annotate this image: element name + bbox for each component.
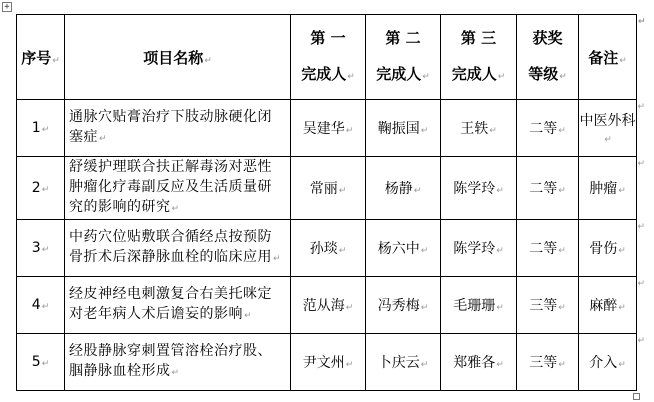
cell-second: 杨静↵	[366, 157, 441, 220]
table-row	[17, 277, 637, 334]
cell-seq: 5↵	[17, 334, 65, 391]
cell-note: 骨伤↵ ↵	[579, 220, 637, 277]
cell-project: 中药穴位贴敷联合循经点按预防骨折术后深静脉血栓的临床应用↵	[65, 220, 291, 277]
cell-award: 二等↵	[517, 100, 579, 157]
cell-second: 鞠振国↵	[366, 100, 441, 157]
cell-award: 二等↵	[517, 220, 579, 277]
cell-second: 杨六中↵	[366, 220, 441, 277]
cell-note: 肿瘤↵ ↵	[579, 157, 637, 220]
header-second-completer: 第 二 完成人↵	[366, 15, 441, 100]
cell-first: 常丽↵	[291, 157, 366, 220]
header-first-completer: 第 一 完成人↵	[291, 15, 366, 100]
cell-first: 孙琰↵	[291, 220, 366, 277]
cell-third: 毛珊珊↵	[441, 277, 517, 334]
cell-project: 通脉穴贴膏治疗下肢动脉硬化闭塞症↵	[65, 100, 291, 157]
cell-first: 范从海↵	[291, 277, 366, 334]
table-resize-handle[interactable]	[633, 393, 640, 400]
cell-award: 三等↵	[517, 334, 579, 391]
header-row	[17, 15, 637, 100]
header-third-completer: 第 三 完成人↵	[441, 15, 517, 100]
cell-note: 中医外科↵ ↵	[579, 100, 637, 157]
cell-seq: 1↵	[17, 100, 65, 157]
cell-award: 三等↵	[517, 277, 579, 334]
table-row	[17, 220, 637, 277]
cell-project: 经股静脉穿刺置管溶栓治疗股、腘静脉血栓形成↵	[65, 334, 291, 391]
cell-note: 介入↵ ↵	[579, 334, 637, 391]
cell-second: 卜庆云↵	[366, 334, 441, 391]
cell-third: 王轶↵	[441, 100, 517, 157]
cell-first: 吴建华↵	[291, 100, 366, 157]
header-project-name: 项目名称↵	[65, 15, 291, 100]
table-row	[17, 334, 637, 391]
cell-first: 尹文州↵	[291, 334, 366, 391]
cell-third: 陈学玲↵	[441, 157, 517, 220]
cell-third: 郑雅各↵	[441, 334, 517, 391]
table-row	[17, 157, 637, 220]
header-award-level: 获奖 等级↵	[517, 15, 579, 100]
cell-seq: 2↵	[17, 157, 65, 220]
awards-table	[16, 14, 646, 391]
cell-award: 二等↵	[517, 157, 579, 220]
cell-second: 冯秀梅↵	[366, 277, 441, 334]
table-move-handle[interactable]: +	[2, 2, 12, 12]
cell-third: 陈学玲↵	[441, 220, 517, 277]
cell-seq: 3↵	[17, 220, 65, 277]
table-row	[17, 100, 637, 157]
cell-project: 经皮神经电刺激复合右美托咪定对老年病人术后谵妄的影响↵	[65, 277, 291, 334]
cell-note: 麻醉↵ ↵	[579, 277, 637, 334]
cell-seq: 4↵	[17, 277, 65, 334]
header-note: 备注↵ ↵	[579, 15, 637, 100]
header-seq: 序号↵	[17, 15, 65, 100]
cell-project: 舒缓护理联合扶正解毒汤对恶性肿瘤化疗毒副反应及生活质量研究的影响的研究↵	[65, 157, 291, 220]
